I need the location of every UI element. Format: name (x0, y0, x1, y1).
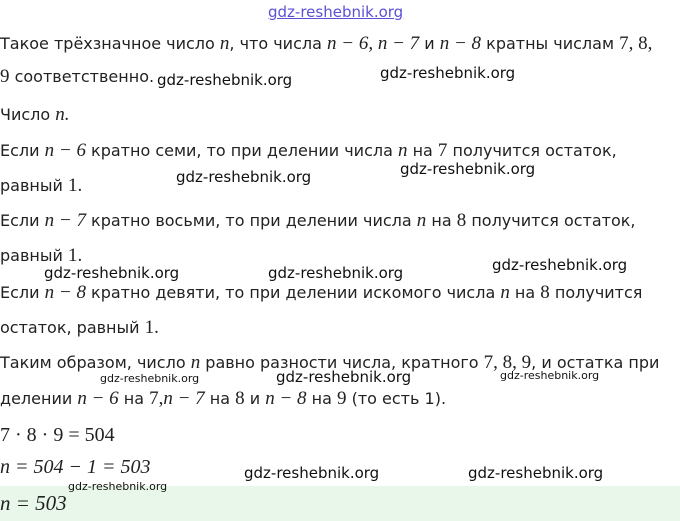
watermark: gdz-reshebnik.org (492, 256, 628, 274)
watermark: gdz-reshebnik.org (380, 64, 516, 82)
watermark: gdz-reshebnik.org (244, 464, 380, 482)
watermark: gdz-reshebnik.org (157, 71, 293, 89)
equation-product: 7 · 8 · 9 = 504 (0, 424, 115, 446)
text-line: равный 1. (0, 175, 83, 196)
watermark-small: gdz-reshebnik.org (68, 480, 168, 493)
text-line: делении n − 6 на 7,n − 7 на 8 и n − 8 на 9 (то есть 1). (0, 388, 447, 409)
text-line: Таким образом, число n равно разности числа, кратного 7, 8, 9, и остатка при (0, 352, 660, 373)
watermark-small: gdz-reshebnik.org (100, 372, 200, 385)
text-line: остаток, равный 1. (0, 317, 159, 338)
statement-line-2: 9 соответственно. (0, 66, 155, 87)
watermark: gdz-reshebnik.org (468, 464, 604, 482)
watermark: gdz-reshebnik.org (176, 168, 312, 186)
equation-difference: n = 504 − 1 = 503 (0, 456, 151, 478)
watermark: gdz-reshebnik.org (400, 160, 536, 178)
watermark: gdz-reshebnik.org (276, 368, 412, 386)
statement-line-1: Такое трёхзначное число n, что числа n − 6, n − 7 и n − 8 кратны числам 7, 8, (0, 33, 653, 54)
watermark-top[interactable]: gdz-reshebnik.org (268, 3, 404, 21)
watermark: gdz-reshebnik.org (44, 264, 180, 282)
text-line: Если n − 8 кратно девяти, то при делении искомого числа n на 8 получится (0, 282, 643, 303)
text-line: Если n − 7 кратно восьми, то при делении числа n на 8 получится остаток, (0, 210, 636, 231)
watermark: gdz-reshebnik.org (268, 264, 404, 282)
equation-answer: n = 503 (0, 491, 67, 515)
watermark-small: gdz-reshebnik.org (500, 369, 600, 382)
text-line: Если n − 6 кратно семи, то при делении числа n на 7 получится остаток, (0, 140, 617, 161)
text-line: Число n. (0, 104, 70, 125)
text-line: равный 1. (0, 245, 83, 266)
